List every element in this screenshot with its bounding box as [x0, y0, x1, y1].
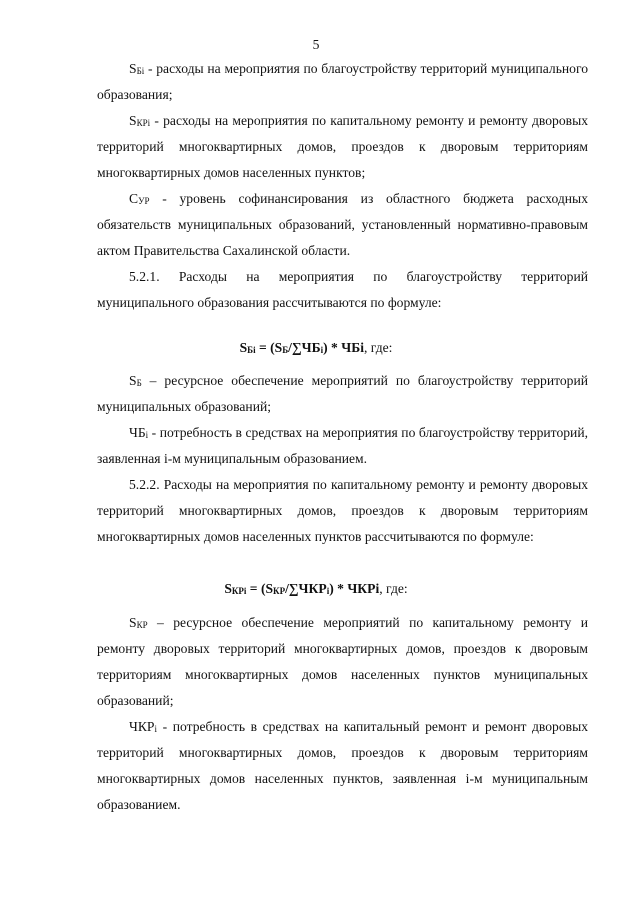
symbol-subscript: КРi: [136, 118, 151, 128]
definition-c-yp: [97, 186, 588, 264]
symbol: S: [129, 113, 137, 128]
symbol-subscript: i: [154, 724, 157, 734]
symbol-subscript: Бi: [136, 66, 145, 76]
symbol: ЧКР: [129, 719, 155, 734]
symbol: S: [129, 373, 137, 388]
definition-text: - расходы на мероприятия по благоустройству территорий муниципального образования;: [97, 61, 588, 102]
definition-s-kp: [97, 610, 588, 714]
symbol-subscript: УР: [138, 196, 150, 206]
page-number: 5: [312, 37, 320, 52]
symbol-subscript: Б: [136, 378, 142, 388]
definition-s-bi: [97, 56, 588, 108]
symbol: S: [129, 61, 137, 76]
definition-s-kpi: [97, 108, 588, 186]
symbol: С: [129, 191, 139, 206]
definition-s-b: [97, 368, 588, 420]
section-5-2-2: 5.2.2. Расходы на мероприятия по капитальному ремонту и ремонту дворовых территорий многоквартирных домов, проездов к дворовым территориям многоквартирных домов населенных пунктов рассчитываются по формуле:: [97, 477, 588, 544]
definition-text: - уровень софинансирования из областного бюджета расходных обязательств муниципальных образований, установленный нормативно-правовым актом Правительства Сахалинской области.: [97, 191, 588, 258]
definition-text: - потребность в средствах на мероприятия по благоустройству территорий, заявленная i-м муниципальным образованием.: [97, 425, 588, 466]
symbol-subscript: КР: [136, 620, 148, 630]
formula-s-bi: $S_{Бi} = (S_Б/\sum ЧБ_i)$ * ЧБi, где:: [239, 340, 393, 355]
formula-s-kpi: $S_{КРi} = (S_{КР}/\sum ЧКР_i)$ * ЧКРi, где:: [224, 581, 408, 596]
definition-text: – ресурсное обеспечение мероприятий по капитальному ремонту и ремонту дворовых территорий многоквартирных домов, проездов к дворовым территориям многоквартирных домов населенных пунктов муниципальных образований;: [97, 615, 588, 708]
definition-chkr-i: [97, 714, 588, 818]
definition-text: - потребность в средствах на капитальный ремонт и ремонт дворовых территорий многоквартирных домов, проездов к дворовым территориям многоквартирных домов населенных пунктов, заявленная i-м муниципальным образованием.: [97, 719, 588, 812]
section-5-2-1: 5.2.1. Расходы на мероприятия по благоустройству территорий муниципального образования рассчитываются по формуле:: [97, 269, 588, 310]
definition-text: – ресурсное обеспечение мероприятий по благоустройству территорий муниципальных образований;: [97, 373, 588, 414]
symbol-subscript: i: [145, 430, 149, 440]
symbol: ЧБ: [129, 425, 146, 440]
definition-chb-i: [97, 420, 588, 472]
definition-text: - расходы на мероприятия по капитальному ремонту и ремонту дворовых территорий многоквартирных домов, проездов к дворовым территориям многоквартирных домов населенных пунктов;: [97, 113, 588, 180]
symbol: S: [129, 615, 137, 630]
